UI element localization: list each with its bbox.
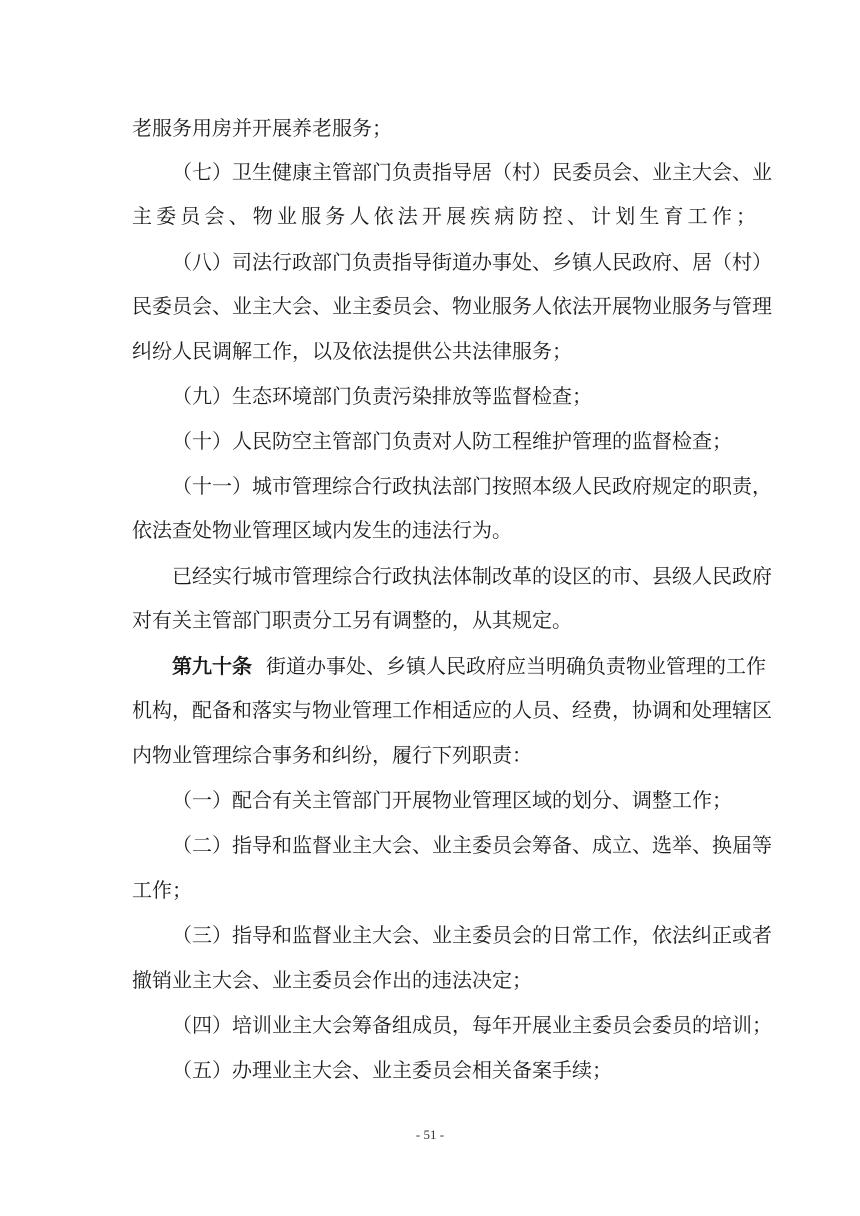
text-line-11: 已经实行城市管理综合行政执法体制改革的设区的市、县级人民政府 [172, 564, 772, 588]
article-label: 第九十条 [172, 654, 252, 678]
text-line-19: （三）指导和监督业主大会、业主委员会的日常工作，依法纠正或者 [172, 923, 772, 947]
text-line-18: 工作； [132, 878, 192, 902]
article-90-text: 街道办事处、乡镇人民政府应当明确负责物业管理的工作 [266, 654, 766, 678]
text-line-14: 机构，配备和落实与物业管理工作相适应的人员、经费，协调和处理辖区 [132, 698, 772, 722]
article-90-first-line [172, 646, 766, 686]
text-line-6: 纠纷人民调解工作，以及依法提供公共法律服务； [132, 339, 572, 363]
text-line-2: （七）卫生健康主管部门负责指导居（村）民委员会、业主大会、业 [172, 160, 772, 184]
text-line-7: （九）生态环境部门负责污染排放等监督检查； [172, 384, 592, 408]
text-line-5: 民委员会、业主大会、业主委员会、物业服务人依法开展物业服务与管理 [132, 294, 772, 318]
text-line-17: （二）指导和监督业主大会、业主委员会筹备、成立、选举、换届等 [172, 833, 772, 857]
text-line-16: （一）配合有关主管部门开展物业管理区域的划分、调整工作； [172, 788, 732, 812]
text-line-3: 主委员会、物业服务人依法开展疾病防控、计划生育工作； [132, 204, 756, 228]
text-line-21: （四）培训业主大会筹备组成员，每年开展业主委员会委员的培训； [172, 1013, 772, 1037]
text-line-4: （八）司法行政部门负责指导街道办事处、乡镇人民政府、居（村） [172, 250, 772, 274]
text-line-20: 撤销业主大会、业主委员会作出的违法决定； [132, 968, 532, 992]
text-line-15: 内物业管理综合事务和纠纷，履行下列职责： [132, 743, 532, 767]
text-line-22: （五）办理业主大会、业主委员会相关备案手续； [172, 1058, 612, 1082]
text-line-1: 老服务用房并开展养老服务； [132, 116, 392, 140]
text-line-9: （十一）城市管理综合行政执法部门按照本级人民政府规定的职责， [172, 474, 772, 498]
text-line-8: （十）人民防空主管部门负责对人防工程维护管理的监督检查； [172, 429, 732, 453]
text-line-12: 对有关主管部门职责分工另有调整的，从其规定。 [132, 608, 572, 632]
text-line-10: 依法查处物业管理区域内发生的违法行为。 [132, 518, 512, 542]
page-number: - 51 - [415, 1127, 445, 1142]
